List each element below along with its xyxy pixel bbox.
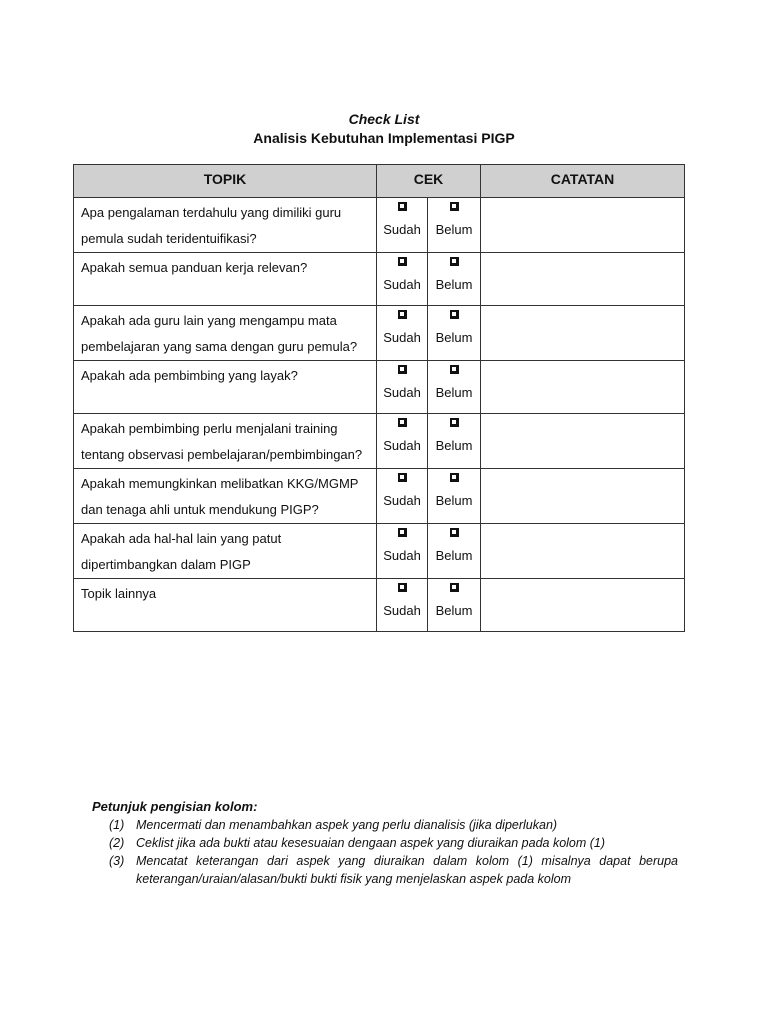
checkbox-icon[interactable] xyxy=(450,418,459,427)
checkbox-icon[interactable] xyxy=(398,202,407,211)
check-cell-belum[interactable] xyxy=(428,524,481,579)
table-row xyxy=(74,469,685,524)
instruction-number: (1) xyxy=(109,818,125,832)
table-header-row xyxy=(74,165,685,198)
row-topic: Apakah ada pembimbing yang layak? xyxy=(74,361,377,414)
check-cell-sudah[interactable] xyxy=(377,524,428,579)
table-row xyxy=(74,253,685,306)
checklist-table xyxy=(73,164,685,632)
check-label-sudah: Sudah xyxy=(383,548,421,563)
check-label-sudah: Sudah xyxy=(383,330,421,345)
instruction-number: (2) xyxy=(109,836,125,850)
row-topic: Apakah ada hal-hal lain yang patut dipertimbangkan dalam PIGP xyxy=(74,524,377,579)
check-label-sudah: Sudah xyxy=(383,385,421,400)
instructions-list xyxy=(92,816,678,888)
check-label-belum: Belum xyxy=(435,330,473,345)
check-label-belum: Belum xyxy=(435,222,473,237)
document-subtitle: Analisis Kebutuhan Implementasi PIGP xyxy=(253,130,515,146)
instruction-item xyxy=(92,852,678,888)
checkbox-icon[interactable] xyxy=(450,473,459,482)
instruction-number: (3) xyxy=(109,854,125,868)
table-body xyxy=(74,198,685,632)
checkbox-icon[interactable] xyxy=(398,418,407,427)
document-header xyxy=(0,110,768,148)
check-label-sudah: Sudah xyxy=(383,603,421,618)
row-notes[interactable] xyxy=(481,579,685,632)
table-row xyxy=(74,414,685,469)
checkbox-icon[interactable] xyxy=(398,310,407,319)
checkbox-icon[interactable] xyxy=(398,473,407,482)
table-row xyxy=(74,524,685,579)
checkbox-icon[interactable] xyxy=(450,202,459,211)
row-notes[interactable] xyxy=(481,306,685,361)
check-cell-belum[interactable] xyxy=(428,198,481,253)
checkbox-icon[interactable] xyxy=(450,257,459,266)
checkbox-icon[interactable] xyxy=(398,528,407,537)
check-cell-sudah[interactable] xyxy=(377,361,428,414)
row-notes[interactable] xyxy=(481,198,685,253)
table-row xyxy=(74,361,685,414)
column-header-topic: TOPIK xyxy=(74,165,377,198)
check-label-sudah: Sudah xyxy=(383,222,421,237)
check-cell-belum[interactable] xyxy=(428,414,481,469)
row-topic: Apakah pembimbing perlu menjalani training tentang observasi pembelajaran/pembimbingan? xyxy=(74,414,377,469)
check-label-belum: Belum xyxy=(435,603,473,618)
check-cell-sudah[interactable] xyxy=(377,414,428,469)
row-topic: Apakah semua panduan kerja relevan? xyxy=(74,253,377,306)
checkbox-icon[interactable] xyxy=(398,583,407,592)
check-cell-sudah[interactable] xyxy=(377,253,428,306)
checkbox-icon[interactable] xyxy=(450,365,459,374)
checkbox-icon[interactable] xyxy=(398,365,407,374)
instructions-title: Petunjuk pengisian kolom: xyxy=(92,799,258,814)
row-topic: Apakah ada guru lain yang mengampu mata pembelajaran yang sama dengan guru pemula? xyxy=(74,306,377,361)
instruction-text: Ceklist jika ada bukti atau kesesuaian dengaan aspek yang diuraikan pada kolom (1) xyxy=(136,836,606,850)
check-label-belum: Belum xyxy=(435,385,473,400)
checkbox-icon[interactable] xyxy=(450,583,459,592)
instruction-item xyxy=(92,834,678,852)
check-label-belum: Belum xyxy=(435,277,473,292)
checkbox-icon[interactable] xyxy=(398,257,407,266)
column-header-notes: CATATAN xyxy=(481,165,685,198)
instruction-text: Mencermati dan menambahkan aspek yang perlu dianalisis (jika diperlukan) xyxy=(136,818,558,832)
row-notes[interactable] xyxy=(481,361,685,414)
row-topic: Topik lainnya xyxy=(74,579,377,632)
check-label-sudah: Sudah xyxy=(383,277,421,292)
table-row xyxy=(74,198,685,253)
table-row xyxy=(74,579,685,632)
row-topic: Apakah memungkinkan melibatkan KKG/MGMP dan tenaga ahli untuk mendukung PIGP? xyxy=(74,469,377,524)
check-cell-sudah[interactable] xyxy=(377,306,428,361)
check-cell-sudah[interactable] xyxy=(377,469,428,524)
check-label-belum: Belum xyxy=(435,438,473,453)
column-header-check: CEK xyxy=(377,165,481,198)
checkbox-icon[interactable] xyxy=(450,310,459,319)
check-cell-sudah[interactable] xyxy=(377,198,428,253)
check-cell-belum[interactable] xyxy=(428,579,481,632)
check-label-sudah: Sudah xyxy=(383,438,421,453)
check-label-belum: Belum xyxy=(435,548,473,563)
check-label-sudah: Sudah xyxy=(383,493,421,508)
row-notes[interactable] xyxy=(481,469,685,524)
check-cell-belum[interactable] xyxy=(428,361,481,414)
instruction-item xyxy=(92,816,678,834)
instructions-section xyxy=(92,798,678,888)
checkbox-icon[interactable] xyxy=(450,528,459,537)
row-notes[interactable] xyxy=(481,524,685,579)
check-label-belum: Belum xyxy=(435,493,473,508)
instruction-text: Mencatat keterangan dari aspek yang diuraikan dalam kolom (1) misalnya dapat berupa keterangan/uraian/alasan/bukti bukti fisik yang menjelaskan aspek pada kolom xyxy=(136,854,678,886)
table-row xyxy=(74,306,685,361)
check-cell-sudah[interactable] xyxy=(377,579,428,632)
document-title: Check List xyxy=(348,111,420,127)
check-cell-belum[interactable] xyxy=(428,469,481,524)
check-cell-belum[interactable] xyxy=(428,253,481,306)
row-notes[interactable] xyxy=(481,414,685,469)
row-notes[interactable] xyxy=(481,253,685,306)
row-topic: Apa pengalaman terdahulu yang dimiliki guru pemula sudah teridentuifikasi? xyxy=(74,198,377,253)
check-cell-belum[interactable] xyxy=(428,306,481,361)
